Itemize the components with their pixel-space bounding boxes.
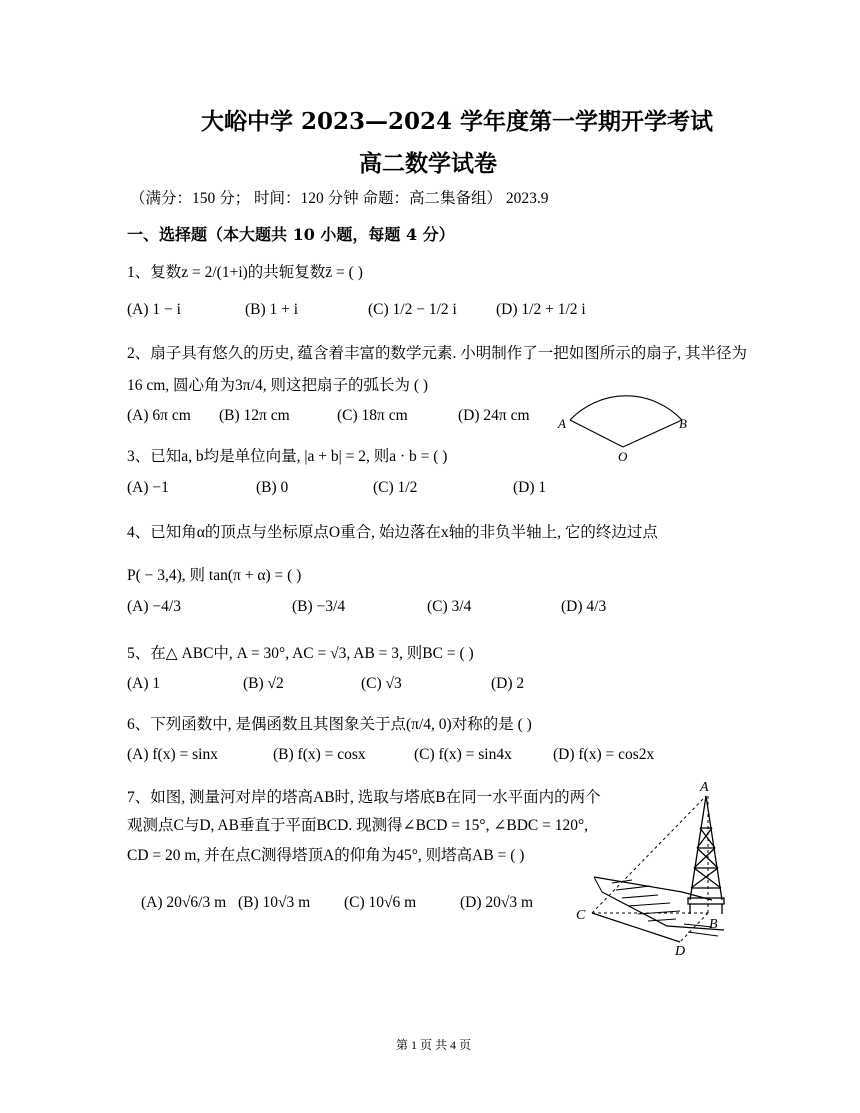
exam-title: 大峪中学 2023—2024 学年度第一学期开学考试 — [201, 108, 714, 135]
q6-option-d: (D) f(x) = cos2x — [553, 746, 655, 763]
tower-figure — [572, 780, 772, 960]
question-6-stem: 6、下列函数中, 是偶函数且其图象关于点(π/4, 0)对称的是 ( ) — [127, 716, 532, 733]
tower-label-d: D — [675, 944, 686, 959]
q5-option-c: (C) √3 — [361, 675, 402, 692]
q1-option-c: (C) 1/2 − 1/2 i — [368, 301, 457, 318]
q4-option-c: (C) 3/4 — [427, 598, 472, 615]
q6-option-a: (A) f(x) = sinx — [127, 746, 218, 763]
q7-option-d: (D) 20√3 m — [460, 894, 534, 911]
q5-option-a: (A) 1 — [127, 675, 161, 692]
q6-option-b: (B) f(x) = cosx — [273, 746, 366, 763]
fan-label-a: A — [558, 416, 566, 431]
q1-option-b: (B) 1 + i — [245, 301, 299, 318]
q3-option-d: (D) 1 — [513, 479, 547, 496]
fan-label-o: O — [618, 449, 628, 464]
fan-figure — [555, 382, 705, 462]
q6-option-c: (C) f(x) = sin4x — [414, 746, 512, 763]
q7-option-b: (B) 10√3 m — [238, 894, 311, 911]
q2-option-c: (C) 18π cm — [337, 407, 408, 424]
question-4-stem-line1: 4、已知角α的顶点与坐标原点O重合, 始边落在x轴的非负半轴上, 它的终边过点 — [127, 524, 658, 541]
q1-option-a: (A) 1 − i — [127, 301, 181, 318]
tower-label-c: C — [576, 908, 586, 923]
tower-label-b: B — [709, 917, 718, 932]
q4-option-b: (B) −3/4 — [292, 598, 346, 615]
page-footer: 第 1 页 共 4 页 — [396, 1038, 472, 1052]
question-7-stem-line2: 观测点C与D, AB垂直于平面BCD. 现测得∠BCD = 15°, ∠BDC = 120°, — [127, 817, 589, 834]
fan-label-b: B — [679, 416, 687, 431]
q2-option-a: (A) 6π cm — [127, 407, 191, 424]
q1-option-d: (D) 1/2 + 1/2 i — [496, 301, 586, 318]
section-heading: 一、选择题（本大题共 10 小题，每题 4 分） — [127, 225, 455, 244]
q7-option-a: (A) 20√6/3 m — [141, 894, 227, 911]
question-7-stem-line3: CD = 20 m, 并在点C测得塔顶A的仰角为45°, 则塔高AB = ( ) — [127, 847, 525, 864]
question-2-stem-line1: 2、扇子具有悠久的历史, 蕴含着丰富的数学元素. 小明制作了一把如图所示的扇子, 其半径为 — [127, 345, 748, 362]
q3-option-a: (A) −1 — [127, 479, 169, 496]
question-7-stem-line1: 7、如图, 测量河对岸的塔高AB时, 选取与塔底B在同一水平面内的两个 — [127, 789, 601, 806]
question-4-stem-line2: P( − 3,4), 则 tan(π + α) = ( ) — [127, 567, 302, 584]
exam-meta: （满分：150 分； 时间：120 分钟 命题：高二集备组） 2023.9 — [130, 190, 549, 207]
question-1-stem: 1、复数z = 2/(1+i)的共轭复数z̄ = ( ) — [127, 264, 363, 281]
question-5-stem: 5、在△ ABC中, A = 30°, AC = √3, AB = 3, 则BC = ( ) — [127, 645, 474, 662]
q5-option-d: (D) 2 — [491, 675, 525, 692]
q2-option-b: (B) 12π cm — [219, 407, 290, 424]
question-3-stem: 3、已知a, b均是单位向量, |a + b| = 2, 则a · b = ( ) — [127, 448, 448, 465]
tower-label-a: A — [700, 780, 709, 795]
q4-option-a: (A) −4/3 — [127, 598, 181, 615]
question-2-stem-line2: 16 cm, 圆心角为3π/4, 则这把扇子的弧长为 ( ) — [127, 377, 429, 394]
q4-option-d: (D) 4/3 — [561, 598, 607, 615]
q5-option-b: (B) √2 — [243, 675, 284, 692]
exam-subtitle: 高二数学试卷 — [359, 150, 497, 177]
q7-option-c: (C) 10√6 m — [344, 894, 417, 911]
q3-option-b: (B) 0 — [256, 479, 289, 496]
q2-option-d: (D) 24π cm — [458, 407, 530, 424]
q3-option-c: (C) 1/2 — [373, 479, 418, 496]
